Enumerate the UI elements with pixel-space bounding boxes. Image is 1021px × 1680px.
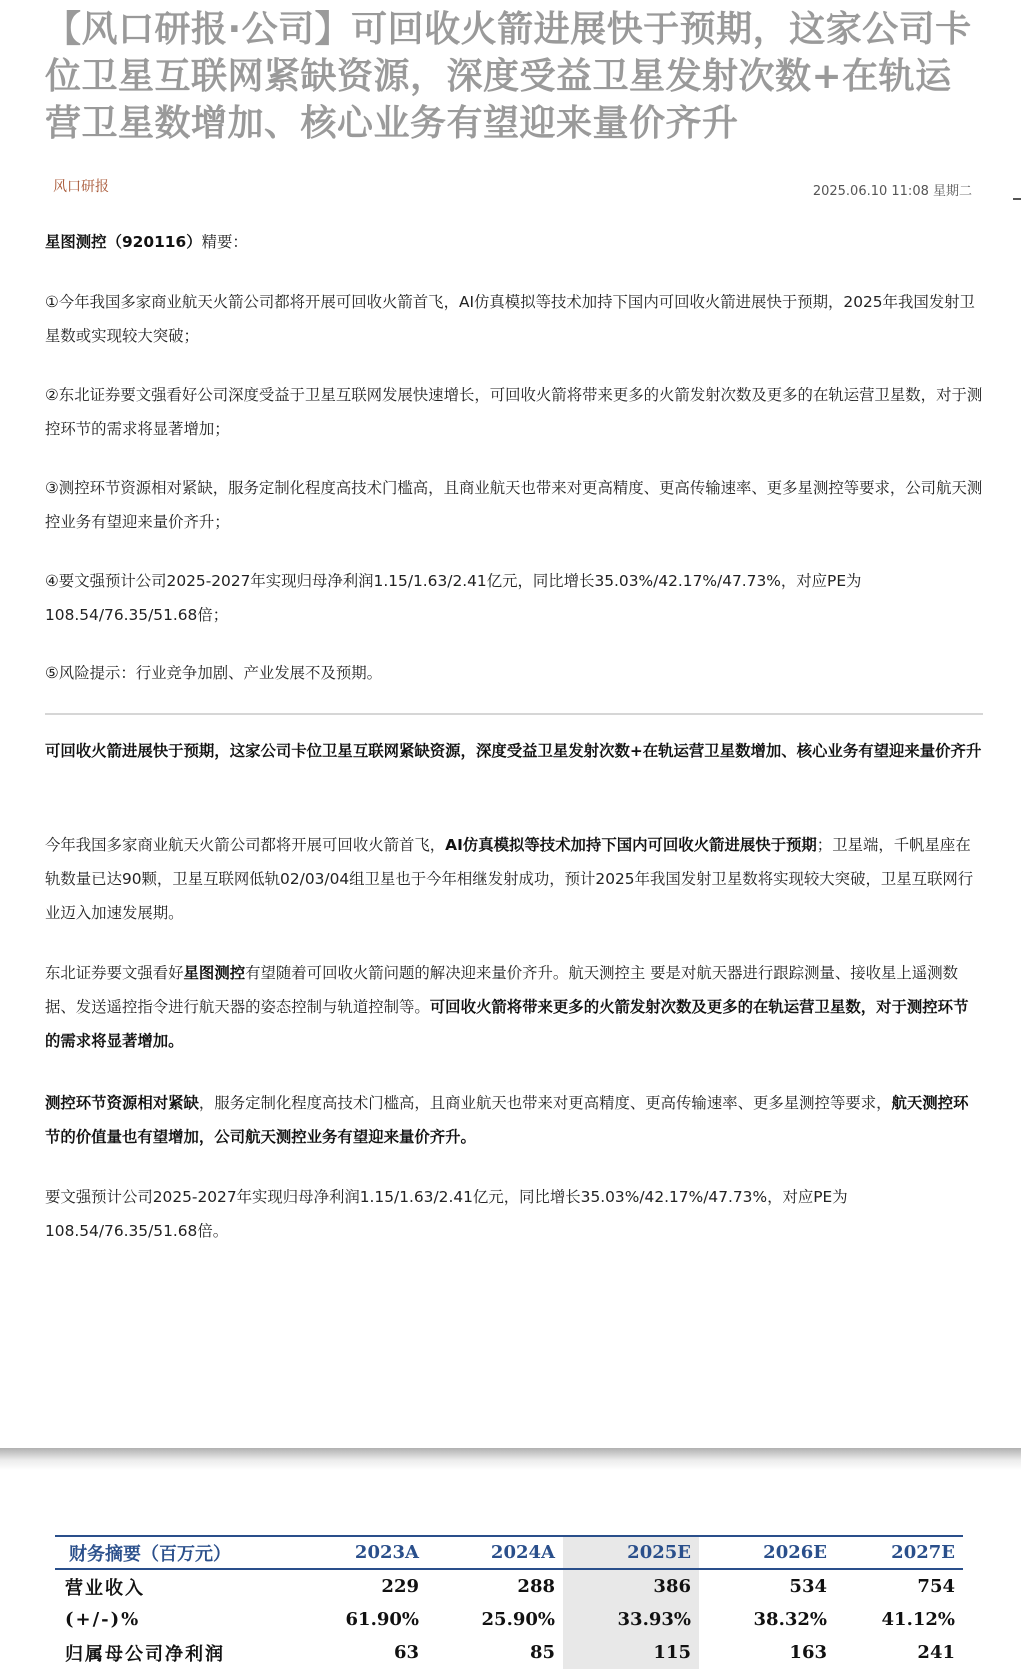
- p3-text-b: ，服务定制化程度高技术门槛高，且商业航天也带来对更高精度、更高传输速率、更多星测控等要求，: [198, 1094, 892, 1112]
- table-row: [55, 1603, 963, 1636]
- summary-point-4: ④要文强预计公司2025-2027年实现归母净利润1.15/1.63/2.41亿元，同比增长35.03%/42.17%/47.73%，对应PE为108.54/76.35/51.68倍；: [45, 572, 862, 624]
- summary-suffix: 精要：: [201, 233, 248, 251]
- financial-table-wrap: [55, 1535, 963, 1669]
- table-header-cell: 2025E: [563, 1536, 699, 1569]
- table-cell: 85: [529, 1642, 555, 1663]
- table-row: [55, 1569, 963, 1603]
- table-cell: 25.90%: [481, 1609, 555, 1630]
- summary-heading: [45, 225, 983, 259]
- table-cell: 38.32%: [753, 1609, 827, 1630]
- table-header-row: [55, 1536, 963, 1569]
- financial-summary-table: [55, 1535, 963, 1669]
- table-cell: 386: [563, 1569, 699, 1603]
- table-cell: 163: [789, 1642, 827, 1663]
- p2-bold-tail: 可回收火箭将带来更多的火箭发射次数及更多的在轨运营卫星数，对于测控环节的需求将显著增加。: [45, 998, 969, 1050]
- table-cell: 61.90%: [345, 1609, 419, 1630]
- body-paragraph-3: [45, 1086, 983, 1154]
- body-paragraph-1: [45, 828, 983, 930]
- table-cell: 534: [789, 1576, 827, 1597]
- p3-bold-c: 航天测控环节的价值量也有望增加，公司航天测控业务有望迎来量价齐升。: [45, 1094, 969, 1146]
- p2-text-a: 东北证券要文强看好: [45, 964, 184, 982]
- body-paragraph-2: [45, 956, 983, 1058]
- table-row-label: 归属母公司净利润: [65, 1643, 225, 1665]
- summary-point-2: ②东北证券要文强看好公司深度受益于卫星互联网发展快速增长，可回收火箭将带来更多的火箭发射次数及更多的在轨运营卫星数，对于测控环节的需求将显著增加；: [45, 386, 983, 438]
- scroll-marker: [1013, 198, 1021, 200]
- table-cell: 63: [393, 1642, 419, 1663]
- table-header-cell: 2027E: [891, 1542, 955, 1563]
- table-row: [55, 1636, 963, 1669]
- summary-point-1: ①今年我国多家商业航天火箭公司都将开展可回收火箭首飞，AI仿真模拟等技术加持下国内可回收火箭进展快于预期，2025年我国发射卫星数或实现较大突破；: [45, 293, 975, 345]
- summary-point-3: ③测控环节资源相对紧缺，服务定制化程度高技术门槛高，且商业航天也带来对更高精度、更高传输速率、更多星测控等要求，公司航天测控业务有望迎来量价齐升；: [45, 479, 983, 531]
- body-paragraph-4: 要文强预计公司2025-2027年实现归母净利润1.15/1.63/2.41亿元，同比增长35.03%/42.17%/47.73%，对应PE为108.54/76.35/51.68倍。: [45, 1188, 848, 1240]
- table-header-cell: 财务摘要（百万元）: [69, 1543, 231, 1565]
- summary-point-5: ⑤风险提示：行业竞争加剧、产业发展不及预期。: [45, 664, 383, 682]
- p2-text-c: 有望随着可回收火箭问题的解决迎来量价齐升。航天测控主 要是对航天器进行跟踪测量、接收星上遥测数据、发送遥控指令进行航天器的姿态控制与轨道控制等。: [45, 964, 958, 1016]
- p3-bold-a: 测控环节资源相对紧缺: [45, 1094, 199, 1112]
- table-row-label: (+/-)%: [65, 1609, 141, 1630]
- table-cell: 115: [563, 1636, 699, 1669]
- body-heading: [45, 734, 983, 768]
- table-cell: 41.12%: [881, 1609, 955, 1630]
- table-cell: 241: [917, 1642, 955, 1663]
- p1-text-a: 今年我国多家商业航天火箭公司都将开展可回收火箭首飞，: [45, 836, 446, 854]
- source-link[interactable]: 风口研报: [53, 179, 109, 195]
- section-divider: [45, 713, 983, 715]
- p1-text-c: ；卫星端，千帆星座在轨数量已达90颗，卫星互联网低轨02/03/04组卫星也于今年相继发射成功，预计2025年我国发射卫星数将实现较大突破，卫星互联网行业迈入加速发展期。: [45, 836, 974, 922]
- p1-bold: AI仿真模拟等技术加持下国内可回收火箭进展快于预期: [445, 836, 817, 854]
- page-break-shadow: [0, 1448, 1021, 1470]
- p2-bold-company: 星图测控: [183, 964, 246, 982]
- publish-datetime: 2025.06.10 11:08 星期二: [812, 184, 972, 199]
- table-cell: 229: [381, 1576, 419, 1597]
- table-cell: 33.93%: [563, 1603, 699, 1636]
- table-cell: 754: [917, 1576, 955, 1597]
- article-title: 【风口研报·公司】可回收火箭进展快于预期，这家公司卡位卫星互联网紧缺资源，深度受益卫星发射次数+在轨运营卫星数增加、核心业务有望迎来量价齐升: [45, 9, 972, 144]
- table-header-cell: 2026E: [763, 1542, 827, 1563]
- table-header-cell: 2023A: [354, 1542, 419, 1563]
- table-row-label: 营业收入: [65, 1577, 145, 1599]
- summary-company: 星图测控（920116）: [45, 233, 202, 251]
- body-heading-text: 可回收火箭进展快于预期，这家公司卡位卫星互联网紧缺资源，深度受益卫星发射次数+在轨运营卫星数增加、核心业务有望迎来量价齐升: [45, 742, 982, 760]
- table-header-cell: 2024A: [490, 1542, 555, 1563]
- table-cell: 288: [517, 1576, 555, 1597]
